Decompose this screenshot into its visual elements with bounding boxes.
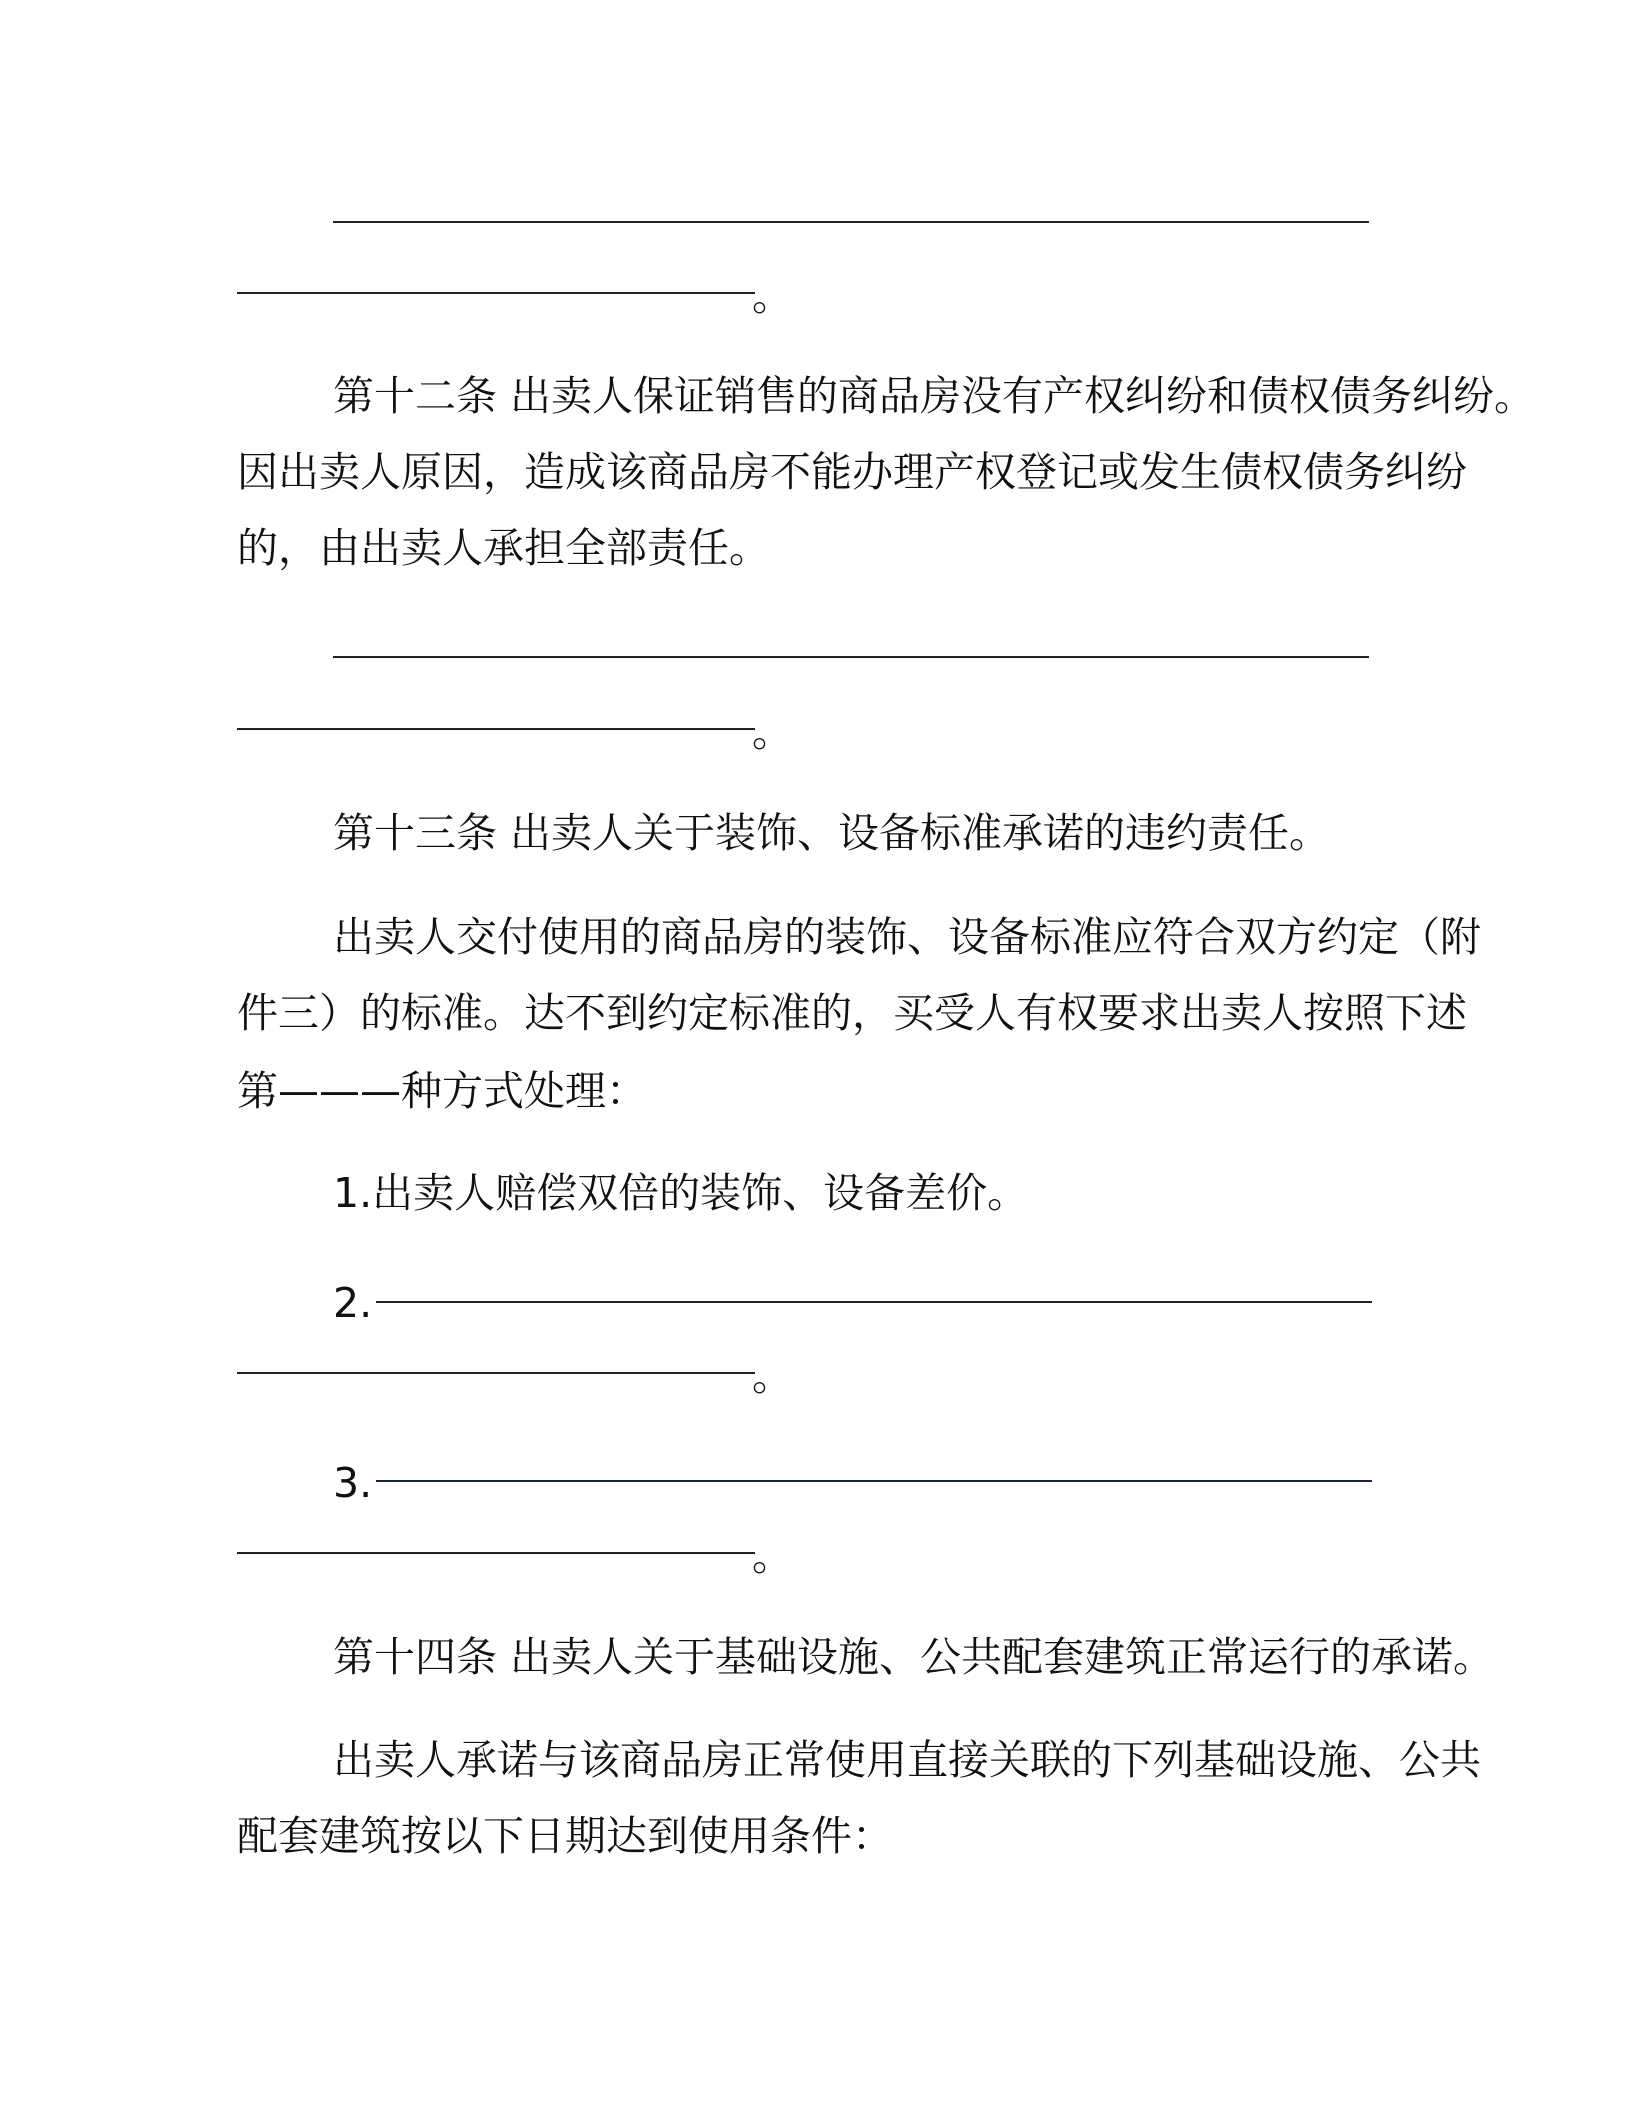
article-14-line-1: 出卖人承诺与该商品房正常使用直接关联的下列基础设施、公共 (333, 1736, 1481, 1784)
blank-line (333, 221, 1369, 223)
article-13-item-1: 1.出卖人赔偿双倍的装饰、设备差价。 (333, 1169, 1029, 1217)
article-13-line-3: 第———种方式处理： (237, 1067, 647, 1115)
blank-line (333, 656, 1369, 658)
article-13-item-3: 3. (333, 1459, 373, 1507)
period: 。 (752, 708, 793, 756)
period: 。 (752, 1352, 793, 1400)
period: 。 (752, 1532, 793, 1580)
article-14-line-2: 配套建筑按以下日期达到使用条件： (237, 1812, 893, 1860)
article-12-line-2: 因出卖人原因，造成该商品房不能办理产权登记或发生债权债务纠纷 (237, 448, 1467, 496)
article-14-title: 第十四条 出卖人关于基础设施、公共配套建筑正常运行的承诺。 (333, 1633, 1495, 1681)
article-13-title: 第十三条 出卖人关于装饰、设备标准承诺的违约责任。 (333, 809, 1331, 857)
blank-line (237, 1552, 755, 1554)
article-13-item-2: 2. (333, 1279, 373, 1327)
blank-line (237, 292, 755, 294)
article-12-line-1: 第十二条 出卖人保证销售的商品房没有产权纠纷和债权债务纠纷。 (333, 372, 1536, 420)
article-12-line-3: 的，由出卖人承担全部责任。 (237, 524, 770, 572)
period: 。 (752, 272, 793, 320)
blank-line (376, 1301, 1372, 1303)
article-13-line-1: 出卖人交付使用的商品房的装饰、设备标准应符合双方约定（附 (333, 913, 1481, 961)
blank-line (376, 1480, 1372, 1482)
article-13-line-2: 件三）的标准。达不到约定标准的，买受人有权要求出卖人按照下述 (237, 989, 1467, 1037)
blank-line (237, 728, 755, 730)
blank-line (237, 1372, 755, 1374)
